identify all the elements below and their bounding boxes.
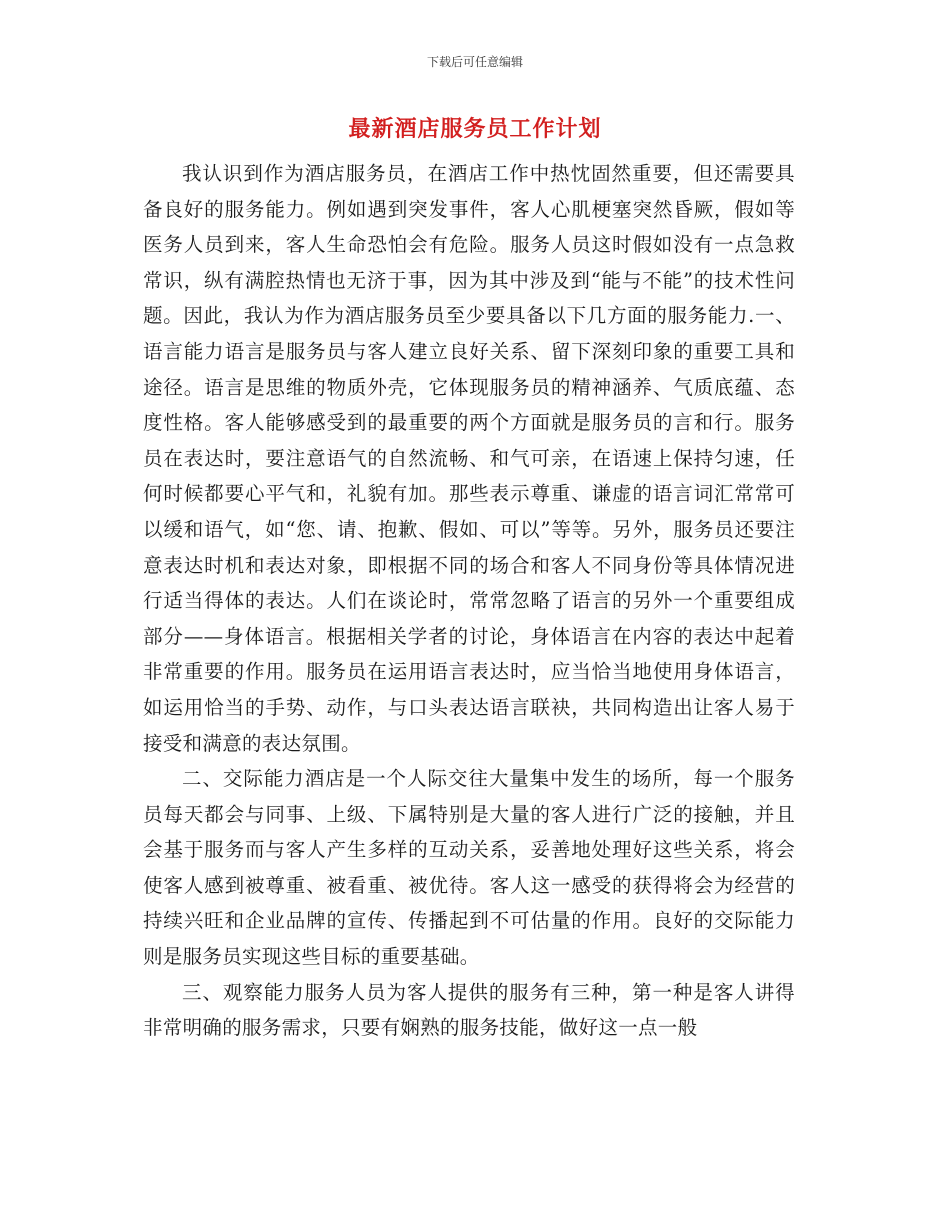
paragraph-1: 我认识到作为酒店服务员，在酒店工作中热忱固然重要，但还需要具备良好的服务能力。例如遇到突发事件，客人心肌梗塞突然昏厥，假如等医务人员到来，客人生命恐怕会有危险。服务人员这时假如没有一点急救常识，纵有满腔热情也无济于事，因为其中涉及到“能与不能”的技术性问题。因此，我认为作为酒店服务员至少要具备以下几方面的服务能力.一、语言能力语言是服务员与客人建立良好关系、留下深刻印象的重要工具和途径。语言是思维的物质外壳，它体现服务员的精神涵养、气质底蕴、态度性格。客人能够感受到的最重要的两个方面就是服务员的言和行。服务员在表达时，要注意语气的自然流畅、和气可亲，在语速上保持匀速，任何时候都要心平气和，礼貌有加。那些表示尊重、谦虚的语言词汇常常可以缓和语气，如“您、请、抱歉、假如、可以”等等。另外，服务员还要注意表达时机和表达对象，即根据不同的场合和客人不同身份等具体情况进行适当得体的表达。人们在谈论时，常常忽略了语言的另外一个重要组成部分——身体语言。根据相关学者的讨论，身体语言在内容的表达中起着非常重要的作用。服务员在运用语言表达时，应当恰当地使用身体语言，如运用恰当的手势、动作，与口头表达语言联袂，共同构造出让客人易于接受和满意的表达氛围。 — [143, 162, 795, 755]
header-note: 下载后可任意编辑 — [426, 55, 523, 69]
paragraph-2: 二、交际能力酒店是一个人际交往大量集中发生的场所，每一个服务员每天都会与同事、上级、下属特别是大量的客人进行广泛的接触，并且会基于服务而与客人产生多样的互动关系，妥善地处理好这些关系，将会使客人感到被尊重、被看重、被优待。客人这一感受的获得将会为经营的持续兴旺和企业品牌的宣传、传播起到不可估量的作用。良好的交际能力则是服务员实现这些目标的重要基础。 — [143, 767, 795, 969]
document-body — [143, 156, 795, 1046]
document-title: 最新酒店服务员工作计划 — [348, 117, 602, 142]
paragraph-3: 三、观察能力服务人员为客人提供的服务有三种，第一种是客人讲得非常明确的服务需求，只要有娴熟的服务技能，做好这一点一般 — [143, 980, 795, 1040]
